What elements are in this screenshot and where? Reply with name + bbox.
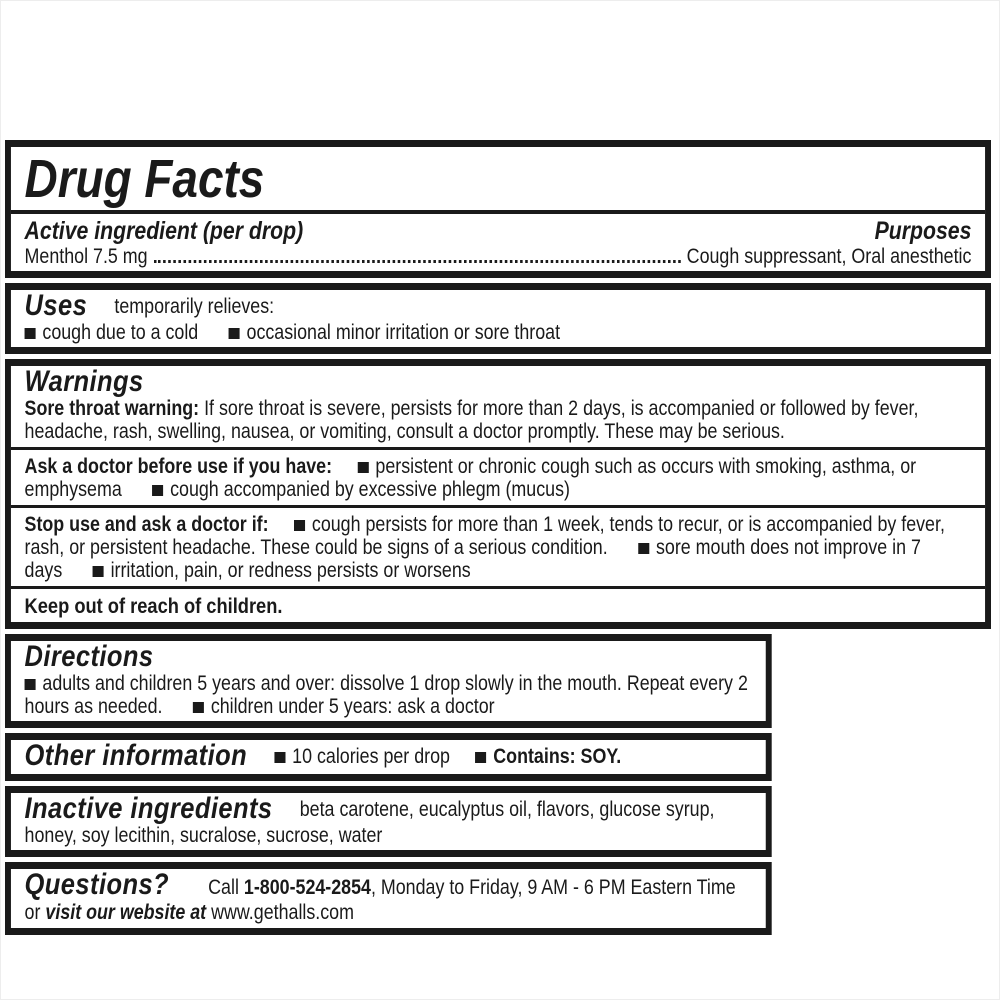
other-information-heading: Other information [24,739,248,772]
sore-throat-warning-text: If sore throat is severe, persists for more than 2 days, is accompanied or followed by fever, headache, rash, swelling, nausea, or vomiting, consult a doctor promptly. These may be serious. [24,397,919,443]
directions-bullet-children: children under 5 years: ask a doctor [193,695,495,718]
ingredient-purpose: Cough suppressant, Oral anesthetic [686,245,972,268]
stop-use-bullet-sore-mouth: sore mouth does not improve in 7 days [24,536,921,582]
drug-facts-label [5,140,991,940]
section-other-information [5,733,772,781]
questions-heading: Questions? [24,868,170,901]
purposes-heading: Purposes [874,217,972,245]
warnings-heading: Warnings [24,365,144,398]
section-uses [5,283,991,354]
questions-website-label: visit our website at [45,901,207,924]
sore-throat-warning [25,397,972,443]
square-bullet-icon [25,679,36,690]
questions-schedule: , Monday to Friday, 9 AM - 6 PM Eastern Time [370,876,736,899]
questions-call-label: Call [208,876,239,899]
uses-bullet-cold: cough due to a cold [25,321,199,344]
stop-use-warning [25,513,972,582]
keep-out-of-reach: Keep out of reach of children. [24,594,283,618]
questions-website-url: www.gethalls.com [211,901,354,924]
questions-or-text: or [24,901,41,924]
section-directions [5,634,772,728]
stop-use-label: Stop use and ask a doctor if: [24,513,269,536]
directions-heading: Directions [24,640,154,673]
ingredient-name: Menthol 7.5 mg [24,245,148,268]
other-info-bullet-calories: 10 calories per drop [274,745,450,768]
inactive-ingredients-list: beta carotene, eucalyptus oil, flavors, glucose syrup, honey, soy lecithin, sucralose, sucrose, water [24,798,715,847]
ask-doctor-bullet-phlegm: cough accompanied by excessive phlegm (mucus) [152,478,570,501]
drug-facts-title: Drug Facts [24,149,265,209]
section-header [5,140,991,278]
uses-intro: temporarily relieves: [114,295,275,318]
section-inactive-ingredients [5,786,772,857]
sore-throat-warning-label: Sore throat warning: [24,397,200,420]
square-bullet-icon [274,752,285,763]
square-bullet-icon [25,328,36,339]
square-bullet-icon [93,566,104,577]
ask-doctor-warning [25,455,972,501]
active-ingredient-heading: Active ingredient (per drop) [24,217,304,245]
directions-bullet-adults: adults and children 5 years and over: dissolve 1 drop slowly in the mouth. Repeat every 2 hours as needed. [24,672,748,718]
stop-use-bullet-cough: cough persists for more than 1 week, tends to recur, or is accompanied by fever, rash, or persistent headache. These could be signs of a serious condition. [24,513,945,559]
square-bullet-icon [475,752,486,763]
ask-doctor-label: Ask a doctor before use if you have: [24,455,333,478]
uses-bullet-irritation: occasional minor irritation or sore throat [229,321,560,344]
square-bullet-icon [358,462,369,473]
square-bullet-icon [229,328,240,339]
warnings-divider [11,586,985,589]
dot-leader [154,260,681,263]
directions-text [25,672,753,718]
uses-heading: Uses [24,289,88,322]
other-info-bullet-contains-soy: Contains: SOY. [475,745,621,768]
square-bullet-icon [193,702,204,713]
stop-use-bullet-irritation: irritation, pain, or redness persists or worsens [93,559,471,582]
warnings-divider [11,505,985,508]
questions-phone-number: 1-800-524-2854 [243,876,371,899]
section-warnings [5,359,991,629]
square-bullet-icon [638,543,649,554]
square-bullet-icon [294,520,305,531]
inactive-ingredients-heading: Inactive ingredients [24,792,273,825]
title-divider [11,210,985,214]
section-questions [5,862,772,935]
square-bullet-icon [152,485,163,496]
warnings-divider [11,447,985,450]
ask-doctor-bullet-cough: persistent or chronic cough such as occurs with smoking, asthma, or emphysema [24,455,917,501]
